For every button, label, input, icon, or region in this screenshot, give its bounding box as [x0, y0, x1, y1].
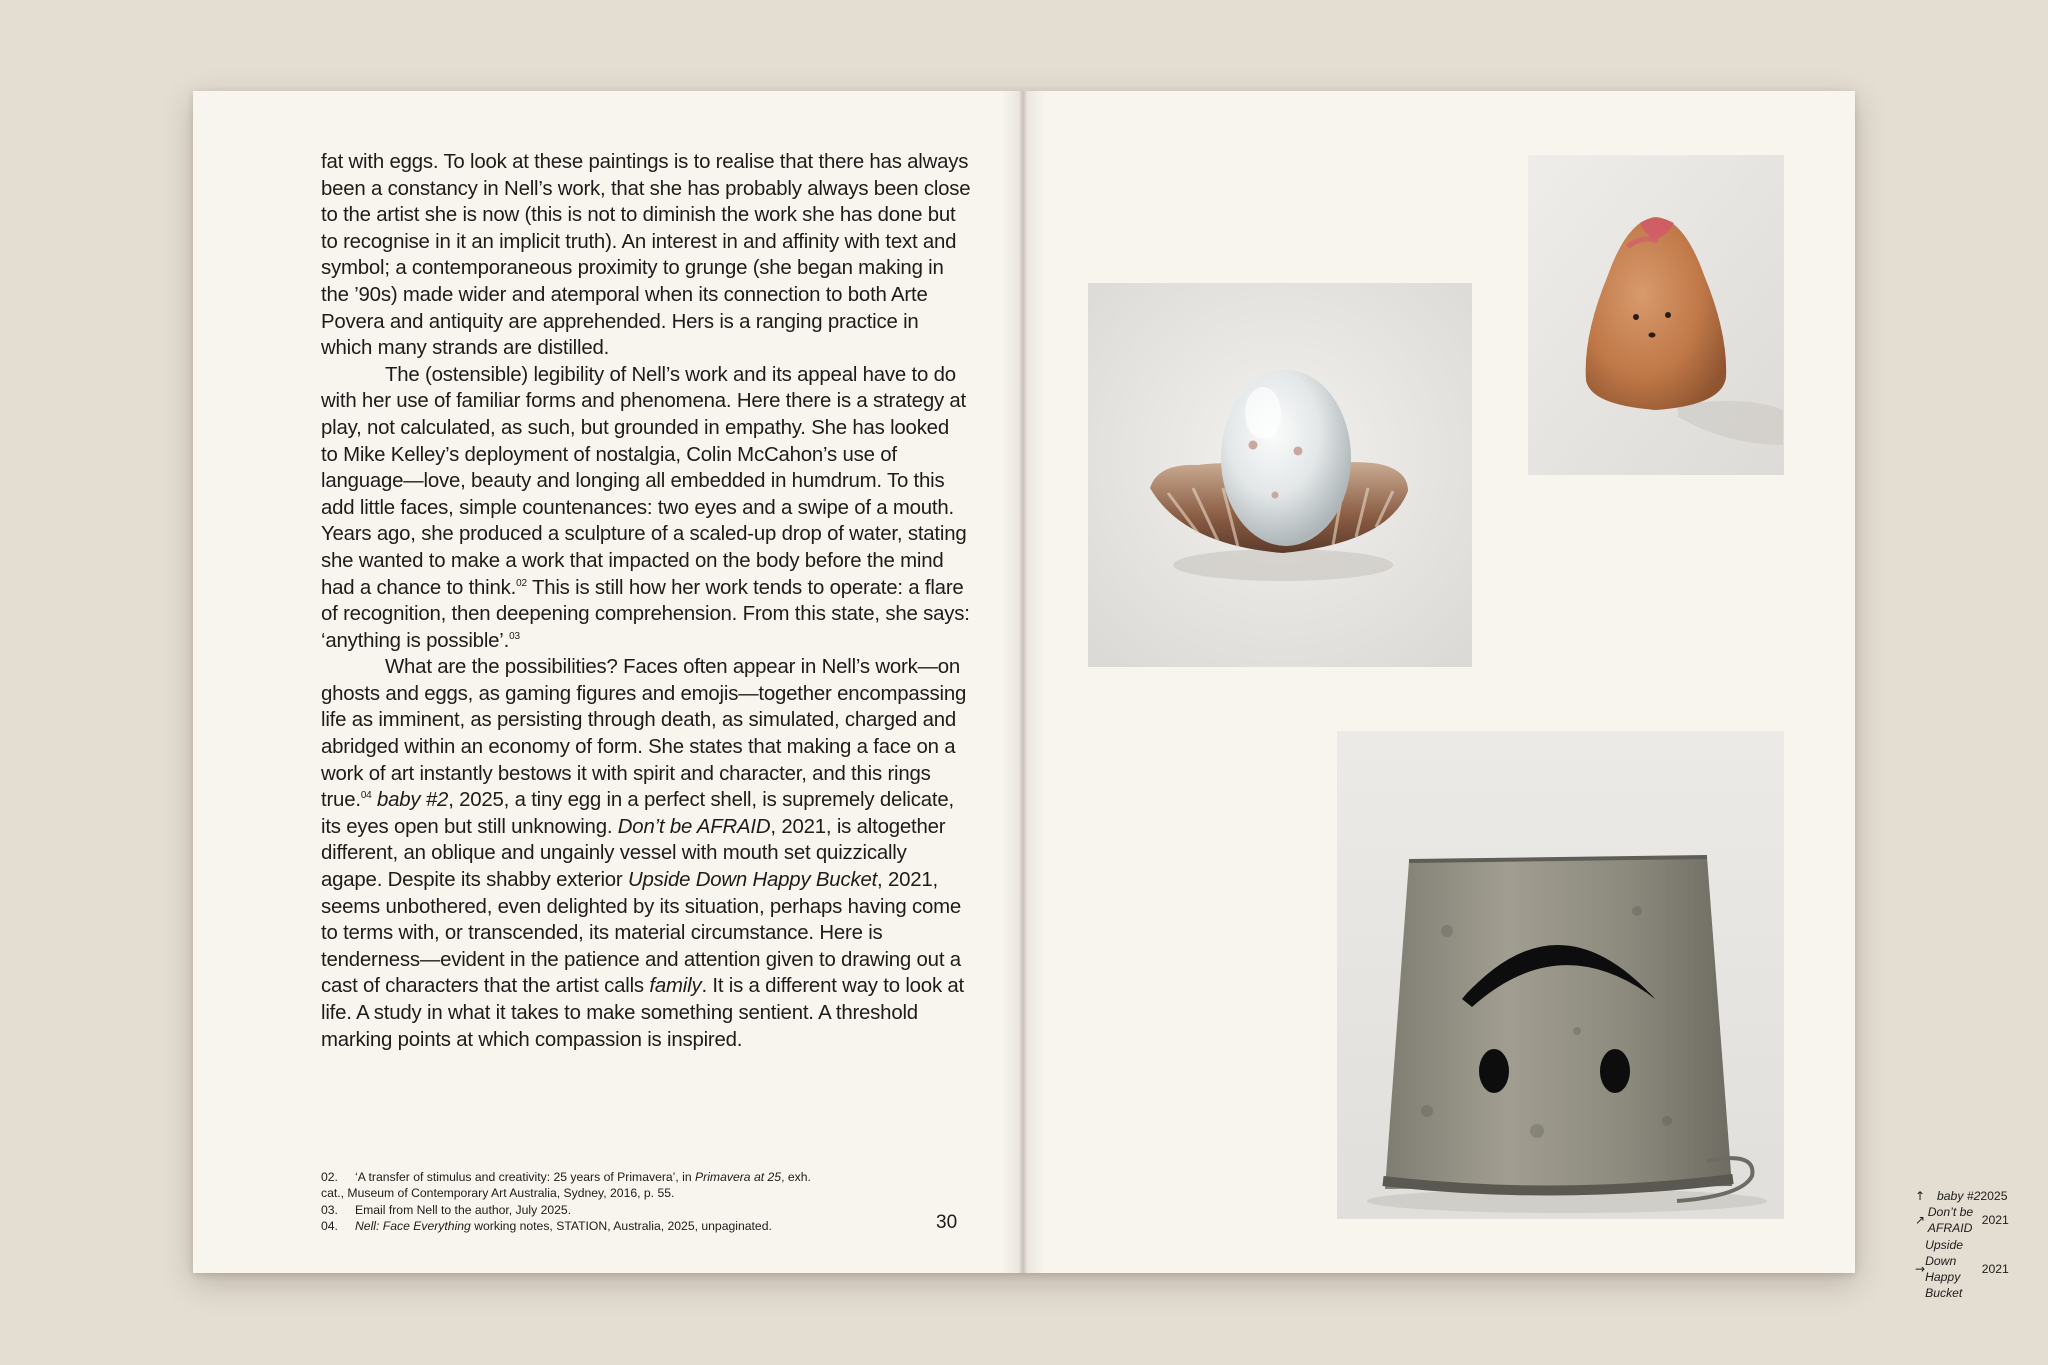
footnote-02-continued: cat., Museum of Contemporary Art Australia, Sydney, 2016, p. 55.: [321, 1186, 675, 1201]
egg-in-shell-image: [1088, 283, 1472, 667]
caption-year: 2021: [1981, 1261, 2009, 1276]
book-spread: [193, 91, 2009, 1301]
arrow-up-icon: ↑: [1915, 1189, 1926, 1203]
text-segment: What are the possibilities? Faces often appear in Nell’s work—on ghosts and eggs, as gaming figures and emojis—together encompassing life as imminent, as persisting through death, as simulated, charged and abridged within an economy of form. She states that making a face on a work of art instantly bestows it with spirit and character, and this rings true.: [321, 656, 967, 812]
text-segment: , 2025, a tiny egg in a perfect shell, is supremely delicate, its eyes open but still unknowing.: [321, 789, 954, 838]
image-captions: [1915, 1188, 2009, 1301]
italic-title: Don’t be AFRAID: [617, 815, 771, 838]
footnote-reference: 02: [516, 577, 527, 589]
caption-row: [1915, 1204, 2009, 1236]
photo-dont-be-afraid: [1528, 155, 1784, 475]
essay-paragraph: [321, 149, 971, 362]
footnote-reference: 03: [509, 630, 520, 642]
footnote-text-part: ‘A transfer of stimulus and creativity: 25 years of Primavera’, in: [355, 1170, 696, 1184]
footnote-text: [355, 1218, 772, 1234]
footnote-italic-title: Nell: Face Everything: [355, 1219, 471, 1234]
caption-year: 2025: [1980, 1189, 2008, 1203]
caption-title: baby #2: [1937, 1189, 1981, 1203]
right-page: [1023, 91, 2009, 1301]
caption-row: [1915, 1237, 2009, 1302]
caption-title: Don’t be AFRAID: [1927, 1205, 1974, 1236]
footnote-text: [355, 1169, 811, 1185]
italic-title: family: [649, 975, 702, 998]
caption-row: [1915, 1188, 2009, 1204]
essay-paragraph: [321, 654, 971, 1053]
footnote-number: 02.: [321, 1170, 338, 1184]
caption-year: 2021: [1981, 1213, 2009, 1228]
footnote-02: [321, 1169, 881, 1185]
essay-paragraph: [321, 362, 971, 655]
page-number: 30: [936, 1212, 958, 1233]
text-segment: fat with eggs. To look at these paintings is to realise that there has always been a constancy in Nell’s work, that she has probably always been close to the artist she is now (this is not to diminish the work she has done but to recognise in it an implicit truth). An interest in and affinity with text and symbol; a contemporaneous proximity to grunge (she began making in the ’90s) made wider and atemporal when its connection to both Arte Povera and antiquity are apprehended. Hers is a ranging practice in which many strands are distilled.: [321, 151, 971, 360]
text-segment: The (ostensible) legibility of Nell’s work and its appeal have to do with her use of familiar forms and phenomena. Here there is a strategy at play, not calculated, as such, but grounded in empathy. She has looked to Mike Kelley’s deployment of nostalgia, Colin McCahon’s use of language—love, beauty and longing all embedded in humdrum. To this add little faces, simple countenances: two eyes and a swipe of a mouth. Years ago, she produced a sculpture of a scaled-up drop of water, stating she wanted to make a work that impacted on the body before the mind had a chance to think.: [321, 363, 967, 599]
italic-title: baby #2: [377, 789, 449, 812]
photo-egg-in-shell: [1088, 283, 1472, 667]
text-segment: . It is a different way to look at life. A study in what it takes to make something sentient. A threshold marking points at which compassion is inspired.: [321, 975, 965, 1051]
footnotes: [321, 1169, 881, 1235]
footnote-number: 03.: [321, 1202, 338, 1217]
footnote-text-part: , exh.: [781, 1170, 811, 1184]
photo-upside-down-happy-bucket: [1337, 731, 1784, 1219]
footnote-text-part: working notes, STATION, Australia, 2025, unpaginated.: [470, 1219, 772, 1234]
left-page: [193, 91, 1023, 1273]
vessel-image: [1528, 155, 1784, 475]
footnote-reference: 04: [360, 790, 372, 802]
footnote-04: [321, 1218, 881, 1234]
essay-body-text: [321, 149, 971, 1053]
text-segment: This is still how her work tends to operate: a flare of recognition, then deepening comprehension. From this state, she says: ‘anything is possible’.: [321, 576, 970, 652]
caption-title: Upside Down Happy Bucket: [1925, 1237, 1963, 1301]
bucket-image: [1337, 731, 1784, 1219]
footnote-03: [321, 1202, 881, 1218]
italic-title: Upside Down Happy Bucket: [627, 869, 878, 892]
text-segment: , 2021, is altogether different, an oblique and ungainly vessel with mouth set quizzically agape. Despite its shabby exterior: [321, 815, 946, 892]
footnote-italic-title: Primavera at 25: [695, 1170, 782, 1184]
footnote-text: Email from Nell to the author, July 2025.: [355, 1202, 572, 1217]
arrow-up-right-icon: ↗: [1915, 1213, 1926, 1228]
footnote-number: 04.: [321, 1219, 338, 1234]
text-segment: , 2021, seems unbothered, even delighted by its situation, perhaps having come to terms with, or transcended, its material circumstance. Here is tenderness—evident in the patience and attention given to drawing out a cast of characters that the artist calls: [321, 869, 962, 998]
arrow-right-icon: →: [1915, 1261, 1926, 1276]
